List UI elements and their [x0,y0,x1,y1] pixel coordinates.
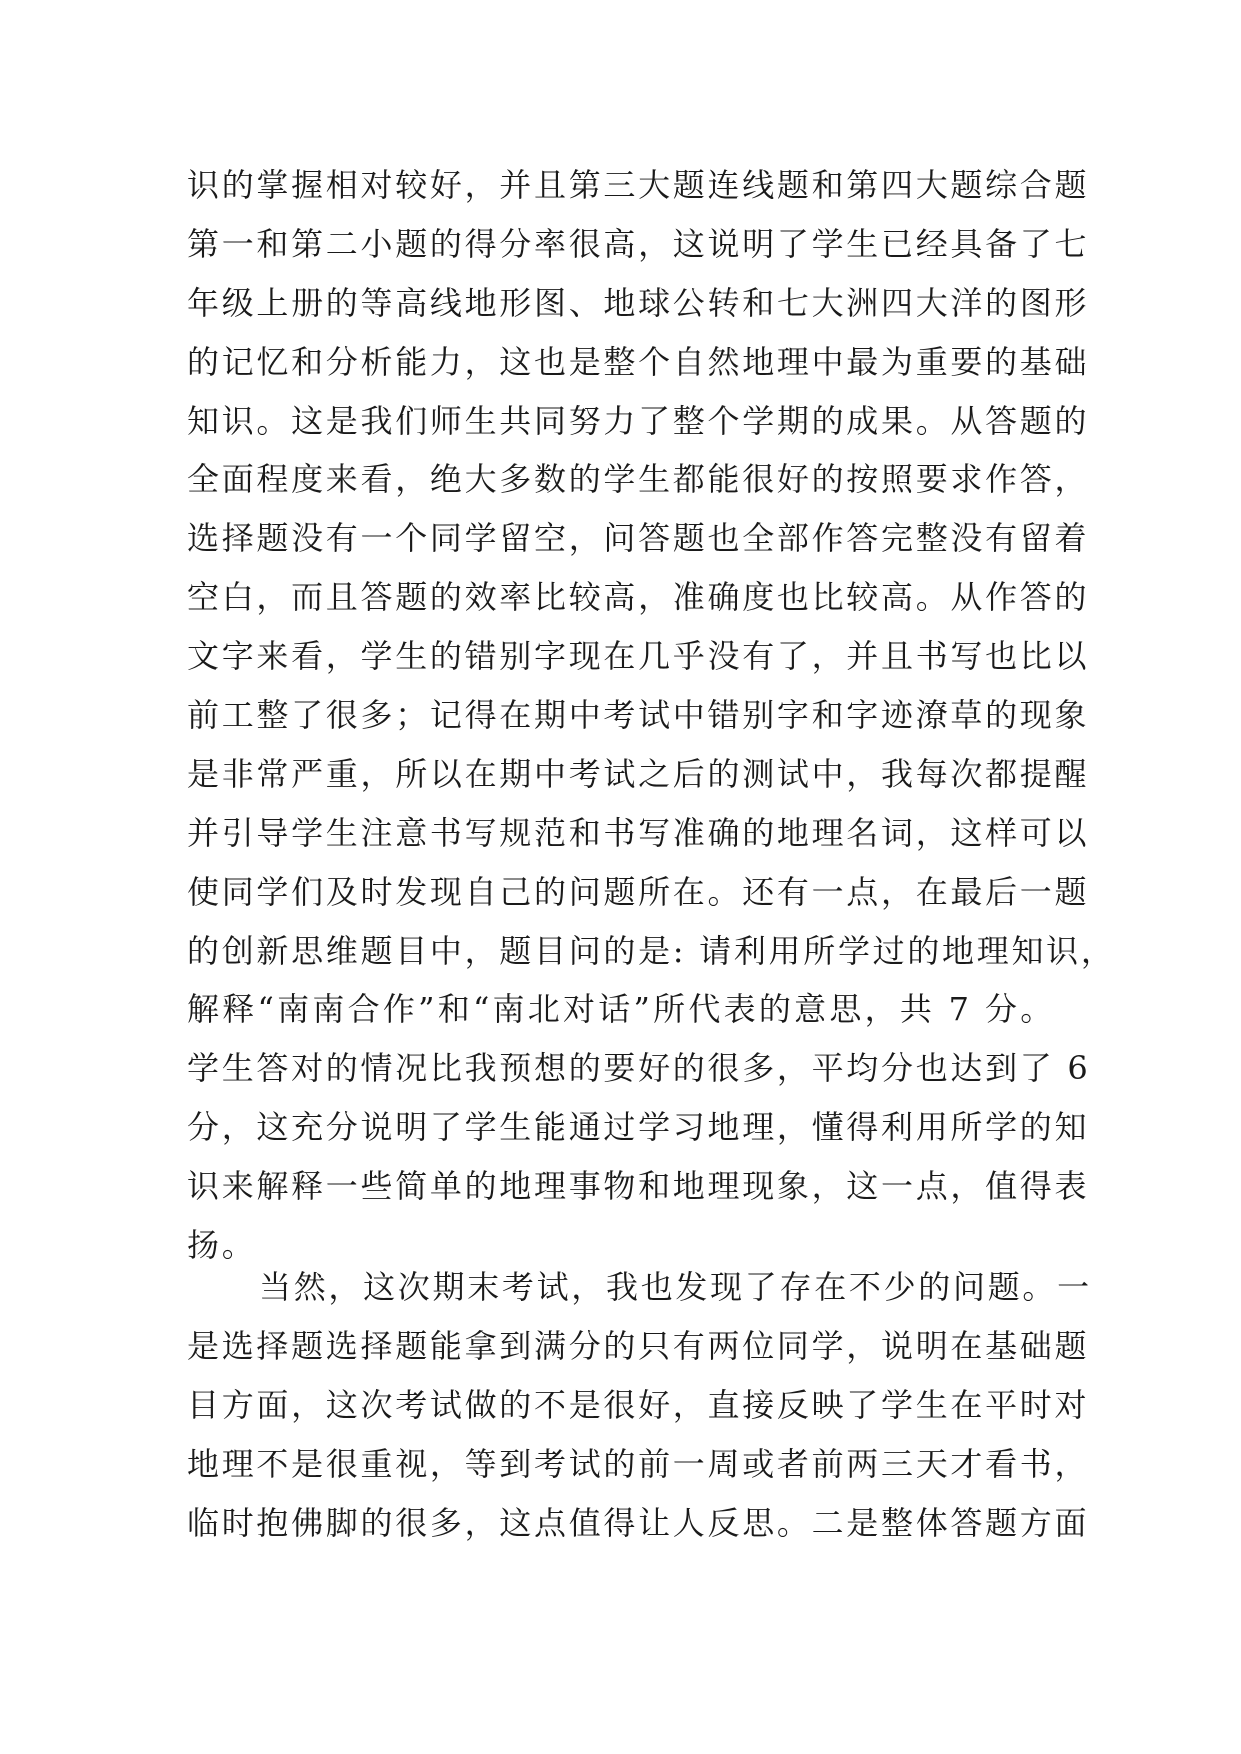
paragraph-exam-problems [187,1258,1092,1552]
text-line: 前工整了很多；记得在期中考试中错别字和字迹潦草的现象 [187,696,1090,735]
text-line: 的创新思维题目中，题目问的是: 请利用所学过的地理知识， [187,931,1116,970]
text-line: 解释“南南合作”和“南北对话”所代表的意思，共 7 分。 [187,990,1055,1029]
text-line: 并引导学生注意书写规范和书写准确的地理名词，这样可以 [187,813,1090,852]
text-line: 临时抱佛脚的很多，这点值得让人反思。二是整体答题方面 [187,1503,1090,1542]
text-line: 是非常严重，所以在期中考试之后的测试中，我每次都提醒 [187,754,1090,793]
text-line: 年级上册的等高线地形图、地球公转和七大洲四大洋的图形 [187,283,1090,322]
text-line: 分，这充分说明了学生能通过学习地理，懂得利用所学的知 [187,1108,1090,1147]
text-line: 空白，而且答题的效率比较高，准确度也比较高。从作答的 [187,578,1090,617]
text-line: 第一和第二小题的得分率很高，这说明了学生已经具备了七 [187,224,1090,263]
text-line: 全面程度来看，绝大多数的学生都能很好的按照要求作答， [187,460,1090,499]
text-line: 选择题没有一个同学留空，问答题也全部作答完整没有留着 [187,519,1090,558]
text-line: 地理不是很重视，等到考试的前一周或者前两三天才看书， [187,1444,1090,1483]
text-line: 识来解释一些简单的地理事物和地理现象，这一点，值得表 [187,1167,1090,1206]
text-line: 使同学们及时发现自己的问题所在。还有一点，在最后一题 [187,872,1090,911]
text-line: 当然，这次期末考试，我也发现了存在不少的问题。一 [259,1268,1092,1306]
text-line: 的记忆和分析能力，这也是整个自然地理中最为重要的基础 [187,342,1090,381]
paragraph-exam-strengths [187,156,1116,1275]
text-line: 扬。 [187,1226,257,1265]
text-line: 目方面，这次考试做的不是很好，直接反映了学生在平时对 [187,1385,1090,1424]
text-line: 学生答对的情况比我预想的要好的很多，平均分也达到了 6 [187,1049,1091,1088]
text-line: 文字来看，学生的错别字现在几乎没有了，并且书写也比以 [187,637,1090,676]
text-line: 知识。这是我们师生共同努力了整个学期的成果。从答题的 [187,401,1090,440]
text-line: 是选择题选择题能拿到满分的只有两位同学，说明在基础题 [187,1326,1090,1365]
text-line: 识的掌握相对较好，并且第三大题连线题和第四大题综合题 [187,166,1090,204]
